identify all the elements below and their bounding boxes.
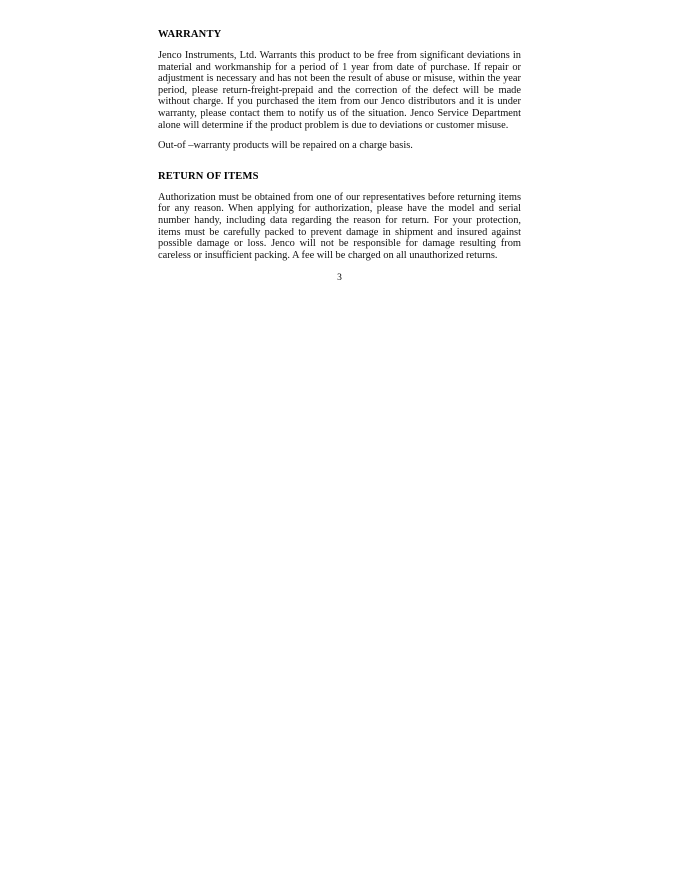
- warranty-paragraph-1: Jenco Instruments, Ltd. Warrants this product to be free from significant deviations in material and workmanship for a period of 1 year from date of purchase. If repair or adjustment is necessary and has not been the result of abuse or misuse, within the year period, please return-freight-prepaid and the correction of the defect will be made without charge. If you purchased the item from our Jenco distributors and it is under warranty, please contact them to notify us of the situation. Jenco Service Department alone will determine if the product problem is due to deviations or customer misuse.: [158, 50, 521, 131]
- page-number: 3: [337, 273, 342, 283]
- section-heading-warranty: WARRANTY: [158, 29, 222, 40]
- return-of-items-paragraph-1: Authorization must be obtained from one of our representatives before returning items for any reason. When applying for authorization, please have the model and serial number handy, including data regarding the reason for return. For your protection, items must be carefully packed to prevent damage in shipment and insured against possible damage or loss. Jenco will not be responsible for damage resulting from careless or insufficient packing. A fee will be charged on all unauthorized returns.: [158, 191, 521, 261]
- warranty-paragraph-2: Out-of –warranty products will be repaired on a charge basis.: [158, 140, 413, 152]
- page-content: [158, 28, 521, 283]
- section-heading-return-of-items: RETURN OF ITEMS: [158, 170, 259, 182]
